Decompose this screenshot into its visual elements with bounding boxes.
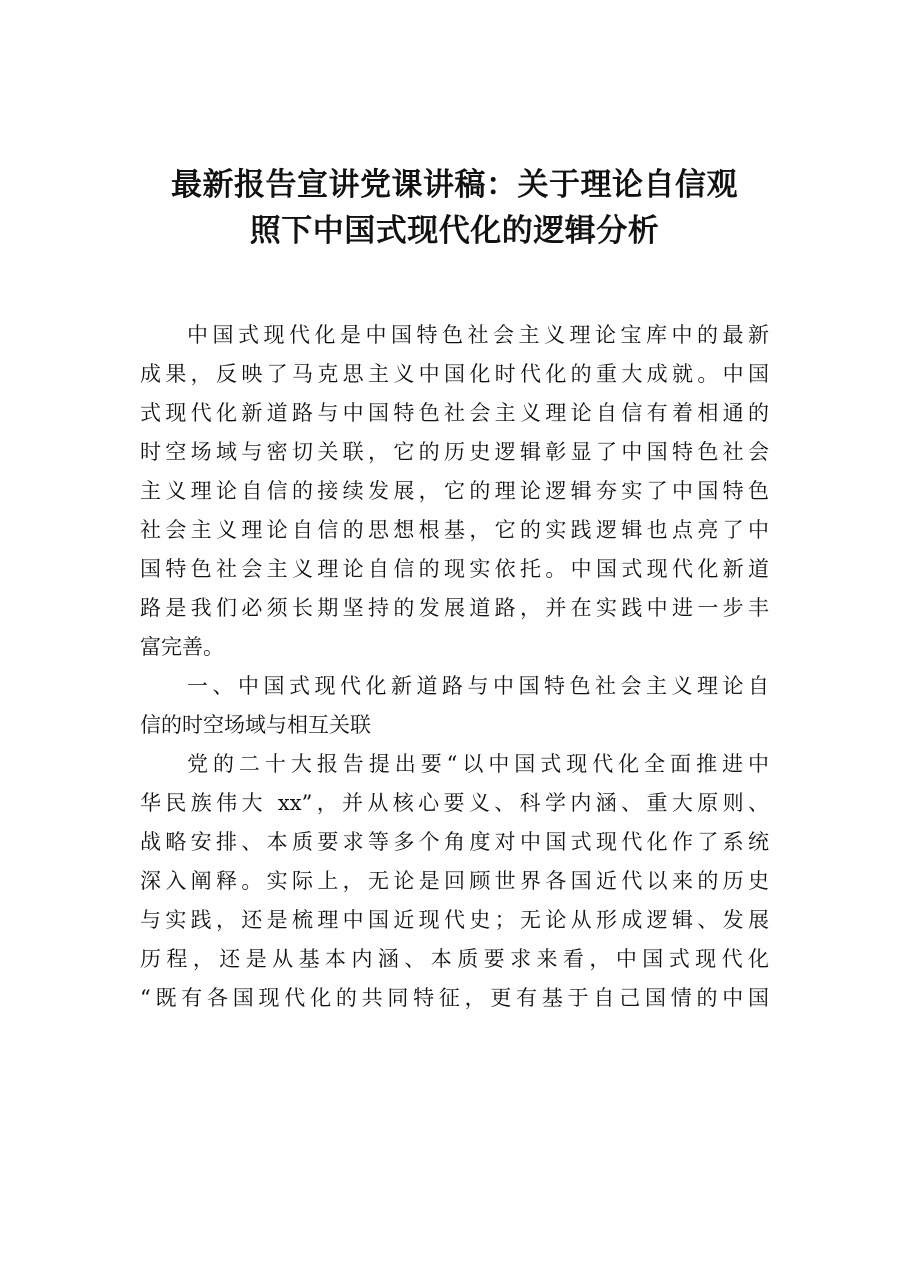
paragraph-line: 深入阐释。实际上，无论是回顾世界各国近代以来的历史 [140, 869, 769, 893]
paragraph-line: 时空场域与密切关联，它的历史逻辑彰显了中国特色社会 [140, 440, 769, 464]
paragraph-line: 式现代化新道路与中国特色社会主义理论自信有着相通的 [140, 401, 769, 425]
paragraph-line: 国特色社会主义理论自信的现实依托。中国式现代化新道 [140, 557, 769, 581]
section-heading-line: 信的时空场域与相互关联 [140, 713, 371, 737]
paragraph-line: 历程，还是从基本内涵、本质要求来看，中国式现代化 [140, 947, 769, 971]
paragraph-line: 党的二十大报告提出要“以中国式现代化全面推进中 [187, 752, 769, 776]
section-heading-line: 一、中国式现代化新道路与中国特色社会主义理论自 [187, 674, 769, 698]
document-body [140, 316, 769, 1018]
paragraph-line: 成果，反映了马克思主义中国化时代化的重大成就。中国 [140, 362, 769, 386]
paragraph-line: 华民族伟大 xx”，并从核心要义、科学内涵、重大原则、 [140, 791, 769, 815]
document-title [140, 162, 769, 254]
paragraph-line: 中国式现代化是中国特色社会主义理论宝库中的最新 [187, 323, 769, 347]
paragraph-line: 路是我们必须长期坚持的发展道路，并在实践中进一步丰 [140, 596, 769, 620]
paragraph-line: 富完善。 [140, 635, 224, 659]
title-line-1: 最新报告宣讲党课讲稿：关于理论自信观 [171, 167, 738, 203]
paragraph-line: 与实践，还是梳理中国近现代史；无论从形成逻辑、发展 [140, 908, 769, 932]
paragraph-line: 战略安排、本质要求等多个角度对中国式现代化作了系统 [140, 830, 769, 854]
title-line-2: 照下中国式现代化的逻辑分析 [249, 213, 660, 249]
paragraph-line: 主义理论自信的接续发展，它的理论逻辑夯实了中国特色 [140, 479, 769, 503]
paragraph-line: 社会主义理论自信的思想根基，它的实践逻辑也点亮了中 [140, 518, 769, 542]
paragraph-line: “既有各国现代化的共同特征，更有基于自己国情的中国 [140, 986, 769, 1010]
